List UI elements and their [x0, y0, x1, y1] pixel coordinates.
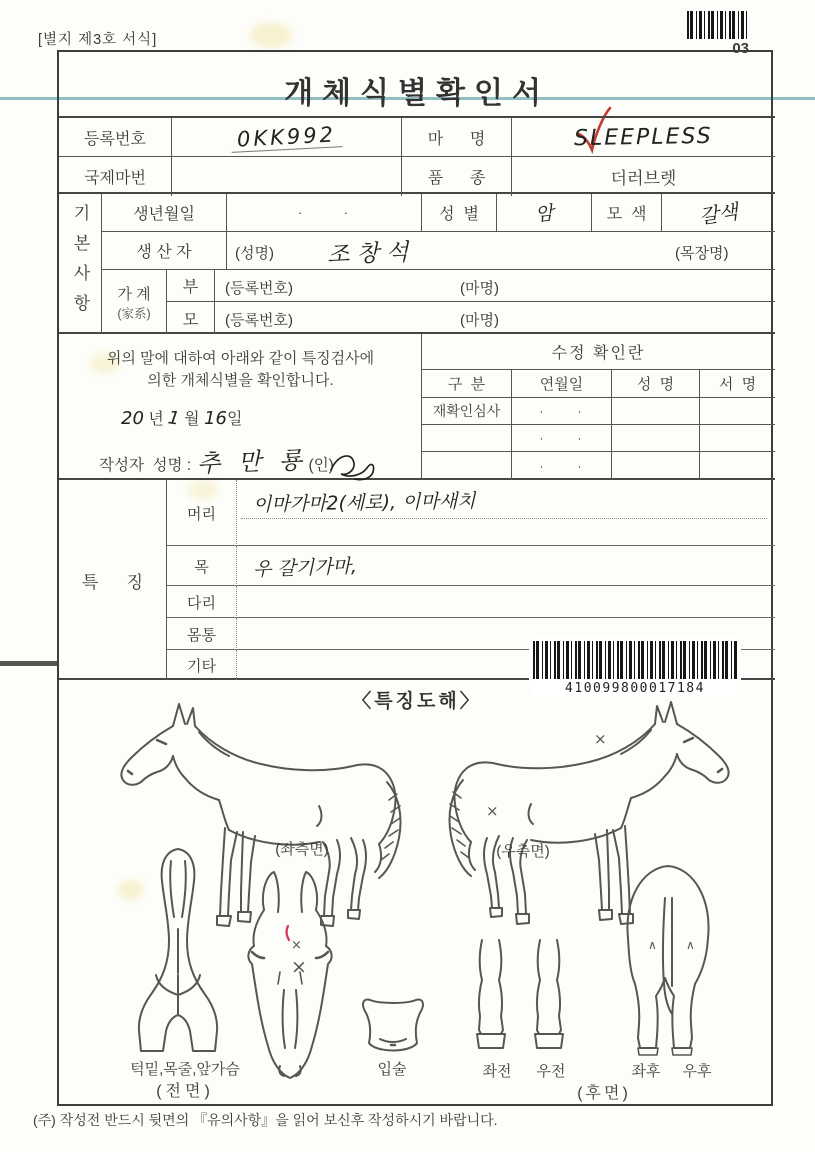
- rear-view-figure: [612, 838, 724, 1056]
- revision-header-sign: 서 명: [700, 370, 775, 398]
- front-view-label: 턱밑,목줄,앞가슴: [130, 1061, 240, 1078]
- birth-label: 생년월일: [102, 194, 227, 232]
- intl-no-label: 국제마번: [59, 157, 172, 196]
- horse-head-front-figure: [240, 868, 340, 1086]
- pencil-caret-mark: ∧: [648, 938, 657, 952]
- lineage-sub: (家系): [117, 306, 151, 321]
- revision-title: 수정 확인란: [422, 334, 775, 370]
- reg-no-label: 등록번호: [59, 118, 172, 157]
- statement-line2: 의한 개체식별을 확인합니다.: [147, 372, 334, 389]
- birth-value: · ·: [227, 194, 422, 232]
- dam-label: 모: [167, 302, 215, 334]
- dam-regno-hint: (등록번호): [225, 312, 293, 329]
- pencil-caret-mark: ∧: [686, 938, 695, 952]
- revision-row-sign: [700, 452, 775, 480]
- pencil-x-mark: ×: [594, 730, 607, 748]
- seal-label: (인): [308, 457, 334, 474]
- farm-name-hint: (목장명): [675, 245, 729, 262]
- sex-value: [497, 194, 592, 232]
- revision-row-sign: [700, 425, 775, 452]
- left-side-view-label: (좌측면): [275, 841, 329, 858]
- revision-header-name: 성 명: [612, 370, 700, 398]
- lineage-label: 가 계: [117, 285, 151, 303]
- rear-view-label: (후면): [577, 1085, 631, 1102]
- revision-row-category: [422, 425, 512, 452]
- scan-spot: [250, 22, 292, 48]
- sex-handwriting: 암: [533, 202, 555, 226]
- intl-no-value: [172, 157, 402, 196]
- writer-label: 작성자 성명 :: [99, 457, 192, 474]
- breed-label: 품 종: [402, 157, 512, 196]
- coat-handwriting: 갈색: [697, 199, 740, 229]
- horse-name-handwriting: SLEEPLESS: [573, 123, 714, 151]
- coat-value: [662, 194, 775, 232]
- statement-line1: 위의 말에 대하여 아래와 같이 특징검사에: [106, 350, 375, 367]
- dam-name-hint: (마명): [460, 312, 499, 329]
- revision-row-date: · ·: [512, 452, 612, 480]
- signature-squiggle: [327, 450, 379, 482]
- lineage-label-cell: [102, 270, 167, 334]
- sire-regno-hint: (등록번호): [225, 280, 293, 297]
- lips-label: 입술: [377, 1061, 407, 1078]
- breeder-name-handwriting: 조 창 석: [326, 239, 409, 269]
- hind-right-leg-label: 우후: [682, 1063, 712, 1080]
- bottom-barcode-number: 410099800017184: [533, 681, 737, 696]
- sire-label: 부: [167, 270, 215, 302]
- front-left-leg-label: 좌전: [482, 1063, 512, 1080]
- basic-section-label: 기본사항: [59, 194, 102, 334]
- bottom-barcode: [533, 641, 737, 679]
- page-number: 03: [732, 40, 749, 57]
- revision-header-date: 연월일: [512, 370, 612, 398]
- hind-left-leg-label: 좌후: [631, 1063, 661, 1080]
- writer-name-handwriting: 추 만 룡: [197, 446, 303, 478]
- breeder-name-hint: (성명): [235, 245, 274, 262]
- right-side-view-label: (우측면): [496, 843, 550, 860]
- feature-head-handwriting: 이마가마2(세로), 이마새치: [252, 490, 476, 516]
- revision-row-name: [612, 425, 700, 452]
- document-title: 개체식별확인서: [284, 77, 550, 110]
- features-section-label: 특 징: [59, 480, 167, 680]
- date-year-handwriting: 20: [121, 408, 144, 429]
- front-legs-figure: [468, 938, 574, 1056]
- feature-label-legs: 다리: [167, 586, 237, 618]
- reg-no-handwriting: 0KK992: [230, 122, 342, 153]
- pencil-x-mark: ×: [291, 956, 307, 978]
- pencil-x-mark: ×: [486, 802, 499, 820]
- breed-value: 더러브렛: [610, 169, 677, 188]
- revision-row-category: 재확인심사: [422, 398, 512, 425]
- coat-label: 모 색: [592, 194, 662, 232]
- form-designation: [별지 제3호 서식]: [38, 32, 158, 48]
- revision-table: [422, 334, 775, 480]
- sex-label: 성 별: [422, 194, 497, 232]
- confirmation-pane: [59, 334, 422, 480]
- revision-row-date: · ·: [512, 425, 612, 452]
- top-barcode: [687, 11, 747, 39]
- feature-label-head: 머리: [167, 480, 237, 546]
- revision-row-name: [612, 398, 700, 425]
- sire-name-hint: (마명): [460, 280, 499, 297]
- revision-row-sign: [700, 398, 775, 425]
- horse-chest-front-figure: [108, 845, 248, 1057]
- writing-guideline: [241, 518, 767, 519]
- feature-neck-handwriting: 우 갈기가마,: [252, 555, 358, 581]
- breeder-value-cell: [227, 232, 775, 270]
- horse-muzzle-figure: [350, 995, 436, 1061]
- reg-no-value: [172, 118, 402, 157]
- feature-label-etc: 기타: [167, 650, 237, 680]
- feature-label-body: 몸통: [167, 618, 237, 650]
- confirmation-date: 20 년 1 월 16일: [121, 407, 243, 430]
- breeder-label: 생 산 자: [102, 232, 227, 270]
- diagram-title: 〈특징도해〉: [352, 691, 482, 712]
- dam-value-cell: [215, 302, 775, 334]
- feature-label-neck: 목: [167, 546, 237, 586]
- revision-row-name: [612, 452, 700, 480]
- date-day-handwriting: 16: [204, 408, 227, 429]
- sire-value-cell: [215, 270, 775, 302]
- revision-header-category: 구 분: [422, 370, 512, 398]
- pencil-x-mark: ×: [291, 938, 302, 953]
- writer-line: [99, 442, 334, 477]
- revision-row-date: · ·: [512, 398, 612, 425]
- revision-row-category: [422, 452, 512, 480]
- horse-name-label: 마 명: [402, 118, 512, 157]
- footer-note: (주) 작성전 반드시 뒷면의 『유의사항』을 읽어 보신후 작성하시기 바랍니다.: [33, 1112, 498, 1128]
- front-view-sublabel: (전면): [156, 1083, 214, 1100]
- date-month-handwriting: 1: [166, 407, 182, 430]
- horse-name-value: [512, 118, 775, 157]
- front-right-leg-label: 우전: [536, 1063, 566, 1080]
- scan-edge-mark: [0, 661, 57, 666]
